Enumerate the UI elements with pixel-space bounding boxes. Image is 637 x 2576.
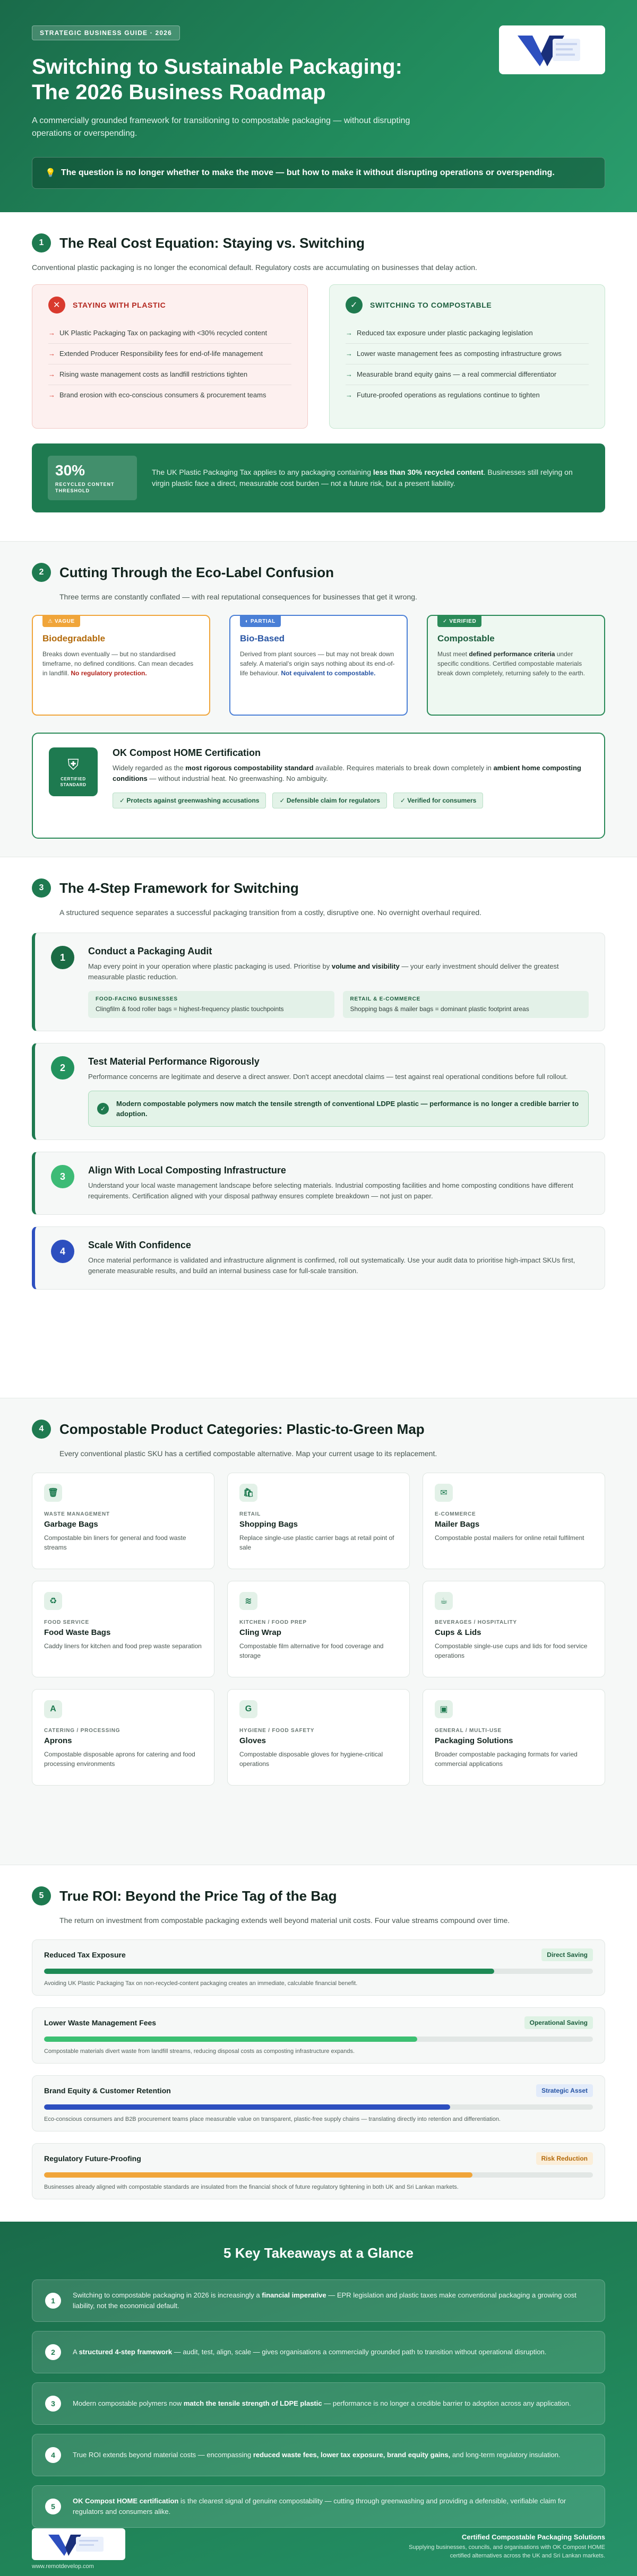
sub-card-label: FOOD-FACING BUSINESSES bbox=[96, 996, 178, 1002]
list-item: → Rising waste management costs as landfill restrictions tighten bbox=[48, 364, 291, 385]
category-desc: Compostable disposable aprons for catering and food processing environments bbox=[44, 1751, 195, 1768]
category-card-aprons[interactable] bbox=[32, 1689, 214, 1786]
partial-badge: ◐ PARTIAL bbox=[240, 616, 281, 627]
takeaways-title: 5 Key Takeaways at a Glance bbox=[223, 2245, 414, 2261]
page-subtitle: A commercially grounded framework for transitioning to compostable packaging — without disrupting operations or overspending. bbox=[32, 116, 410, 138]
benefit-chip: ✓ Verified for consumers bbox=[393, 793, 483, 808]
stat-value: 30% bbox=[55, 462, 85, 478]
takeaway-text: True ROI extends beyond material costs — encompassing reduced waste fees, lower tax exposure, brand equity gains, and long-term regulatory insulation. bbox=[73, 2451, 561, 2459]
takeaway-number: 4 bbox=[45, 2447, 61, 2463]
category-title: Garbage Bags bbox=[44, 1520, 98, 1529]
roi-card-regulatory bbox=[32, 2143, 605, 2199]
takeaway-text: Switching to compostable packaging in 2026 is increasingly a financial imperative — EPR legislation and plastic taxes make conventional packaging a growing cost liability, not the economical default. bbox=[73, 2291, 576, 2310]
arrow-icon: → bbox=[346, 329, 352, 337]
step-number: 4 bbox=[51, 1240, 74, 1263]
apron-icon: A bbox=[44, 1700, 62, 1718]
roi-tag: Strategic Asset bbox=[536, 2084, 593, 2097]
arrow-icon: → bbox=[346, 391, 352, 399]
section-product-categories bbox=[0, 1398, 637, 1865]
category-card-cups-lids[interactable] bbox=[423, 1581, 605, 1677]
roi-card-waste-fees bbox=[32, 2007, 605, 2064]
roi-card-brand-equity bbox=[32, 2075, 605, 2131]
roi-tag: Operational Saving bbox=[524, 2016, 593, 2029]
roi-desc: Avoiding UK Plastic Packaging Tax on non-recycled-content packaging creates an immediate, calculable financial benefit. bbox=[44, 1980, 358, 1987]
check-icon: ✓ bbox=[346, 297, 363, 314]
category-desc: Replace single-use plastic carrier bags at retail point of sale bbox=[239, 1534, 394, 1551]
arrow-icon: → bbox=[346, 370, 352, 378]
category-title: Packaging Solutions bbox=[435, 1736, 513, 1745]
footer-logo[interactable] bbox=[32, 2528, 125, 2570]
roi-desc: Compostable materials divert waste from landfill streams, reducing disposal costs as composting infrastructure expands. bbox=[44, 2048, 355, 2055]
step-title: Conduct a Packaging Audit bbox=[88, 946, 212, 956]
arrow-icon: → bbox=[48, 370, 55, 378]
recycle-icon: ♻ bbox=[44, 1592, 62, 1610]
step-desc: Understand your local waste management landscape before selecting materials. Industrial composting facilities and home composting conditions have different requirements. Certification aligned with your disposal pathway ensures complete breakdown — not just on paper. bbox=[88, 1181, 573, 1200]
tax-stat-band bbox=[32, 443, 605, 512]
footer-url[interactable]: www.remotdevelop.com bbox=[32, 2563, 94, 2570]
category-label: E-COMMERCE bbox=[435, 1511, 476, 1517]
callout-text: The question is no longer whether to make the move — but how to make it without disrupting operations or overspending. bbox=[61, 168, 555, 177]
category-desc: Compostable bin liners for general and food waste streams bbox=[44, 1534, 186, 1551]
category-title: Shopping Bags bbox=[239, 1520, 298, 1529]
step-card-audit bbox=[32, 933, 605, 1031]
step-number: 3 bbox=[51, 1165, 74, 1188]
label-card-compostable bbox=[427, 615, 605, 716]
category-card-shopping-bags[interactable] bbox=[227, 1473, 410, 1569]
section-title: The Real Cost Equation: Staying vs. Switching bbox=[59, 234, 365, 251]
sub-card-food bbox=[88, 991, 334, 1018]
list-item: → Extended Producer Responsibility fees for end-of-life management bbox=[48, 344, 291, 364]
category-desc: Caddy liners for kitchen and food prep waste separation bbox=[44, 1642, 202, 1650]
section-number: 5 bbox=[32, 1886, 51, 1905]
category-label: GENERAL / MULTI-USE bbox=[435, 1728, 502, 1734]
brand-logo[interactable] bbox=[499, 25, 605, 74]
section-key-takeaways bbox=[0, 2222, 637, 2576]
category-label: HYGIENE / FOOD SAFETY bbox=[239, 1728, 315, 1734]
vague-badge: ⚠ VAGUE bbox=[42, 616, 80, 627]
step-card-scale bbox=[32, 1226, 605, 1290]
section-intro: Every conventional plastic SKU has a certified compostable alternative. Map your current usage to its replacement. bbox=[59, 1449, 437, 1458]
step-title: Align With Local Composting Infrastructure bbox=[88, 1165, 286, 1176]
roi-bar-track bbox=[44, 2104, 593, 2110]
trash-icon: 🗑 bbox=[44, 1484, 62, 1502]
step-card-align bbox=[32, 1152, 605, 1215]
takeaway-text: OK Compost HOME certification is the clearest signal of genuine compostability — cutting through greenwashing and providing a defensible, verifiable claim for regulators and consumers alike. bbox=[73, 2497, 566, 2516]
takeaway-item bbox=[32, 2434, 605, 2476]
shopping-bag-icon: 🛍 bbox=[239, 1484, 257, 1502]
takeaway-text: Modern compostable polymers now match the tensile strength of LDPE plastic — performance is no longer a credible barrier to adoption across any application. bbox=[73, 2399, 571, 2407]
check-icon: ✓ bbox=[97, 1103, 109, 1115]
takeaway-item bbox=[32, 2279, 605, 2322]
footer-title: Certified Compostable Packaging Solutions bbox=[461, 2533, 605, 2541]
category-label: KITCHEN / FOOD PREP bbox=[239, 1620, 307, 1625]
section-title: The 4-Step Framework for Switching bbox=[59, 880, 299, 896]
section-eco-labels bbox=[0, 541, 637, 857]
category-label: RETAIL bbox=[239, 1511, 261, 1517]
sub-card-retail bbox=[343, 991, 589, 1018]
certification-box bbox=[32, 733, 605, 839]
roi-bar-fill bbox=[44, 2037, 417, 2042]
list-item: → UK Plastic Packaging Tax on packaging with <30% recycled content bbox=[48, 323, 291, 344]
takeaway-text: A structured 4-step framework — audit, test, align, scale — gives organisations a commercially grounded path to transition without operational disruption. bbox=[73, 2348, 547, 2356]
roi-tag: Risk Reduction bbox=[536, 2152, 593, 2165]
category-title: Cups & Lids bbox=[435, 1628, 481, 1637]
badge-label: CERTIFIED STANDARD bbox=[60, 776, 87, 787]
category-desc: Broader compostable packaging formats for varied commercial applications bbox=[435, 1751, 578, 1768]
logo-mark-icon bbox=[44, 2531, 113, 2557]
box-icon: ▣ bbox=[435, 1700, 453, 1718]
page-title: Switching to Sustainable Packaging: The 2026 Business Roadmap bbox=[32, 55, 402, 104]
roi-desc: Eco-conscious consumers and B2B procurement teams place measurable value on transparent, plastic-free supply chains — translating directly into retention and differentiation. bbox=[44, 2116, 501, 2122]
section-intro: Conventional plastic packaging is no longer the economical default. Regulatory costs are accumulating on businesses that delay action. bbox=[32, 263, 477, 272]
category-desc: Compostable postal mailers for online retail fulfilment bbox=[435, 1534, 584, 1542]
section-title: Cutting Through the Eco-Label Confusion bbox=[59, 564, 334, 580]
roi-desc: Businesses already aligned with compostable standards are insulated from the financial shock of future regulatory tightening in both UK and Sri Lankan markets. bbox=[44, 2184, 459, 2190]
roi-tag: Direct Saving bbox=[541, 1948, 593, 1961]
takeaway-number: 3 bbox=[45, 2396, 61, 2412]
section-number: 3 bbox=[32, 878, 51, 898]
step-card-test bbox=[32, 1043, 605, 1140]
step-desc: Map every point in your operation where plastic packaging is used. Prioritise by volume and visibility — your early investment should deliver the greatest measurable plastic reduction. bbox=[88, 962, 559, 981]
category-title: Cling Wrap bbox=[239, 1628, 281, 1637]
category-title: Gloves bbox=[239, 1736, 266, 1745]
film-roll-icon: ≋ bbox=[239, 1592, 257, 1610]
section-title: True ROI: Beyond the Price Tag of the Bag bbox=[59, 1887, 337, 1904]
sub-card-label: RETAIL & E-COMMERCE bbox=[350, 996, 421, 1002]
category-label: BEVERAGES / HOSPITALITY bbox=[435, 1620, 517, 1625]
label-title: Biodegradable bbox=[42, 633, 106, 643]
section-intro: A structured sequence separates a successful packaging transition from a costly, disruptive one. No overnight overhaul required. bbox=[59, 908, 482, 917]
section-intro: Three terms are constantly conflated — with real reputational consequences for businesses that get it wrong. bbox=[59, 593, 417, 601]
section-cost-equation bbox=[0, 212, 637, 541]
category-desc: Compostable disposable gloves for hygiene-critical operations bbox=[239, 1751, 383, 1768]
label-desc: Derived from plant sources — but may not break down safely. A material's origin says nothing about its end-of-life behaviour. Not equivalent to compostable. bbox=[240, 650, 395, 677]
hero-callout bbox=[32, 157, 605, 189]
section-title: Compostable Product Categories: Plastic-to-Green Map bbox=[59, 1421, 425, 1437]
switching-card bbox=[329, 284, 605, 429]
benefit-chip: ✓ Defensible claim for regulators bbox=[272, 793, 386, 808]
section-4-step-framework bbox=[0, 857, 637, 1398]
logo-mark-icon bbox=[512, 31, 592, 68]
category-card-garbage-bags[interactable] bbox=[32, 1473, 214, 1569]
roi-title: Reduced Tax Exposure bbox=[44, 1951, 126, 1959]
list-item: → Reduced tax exposure under plastic packaging legislation bbox=[346, 323, 589, 344]
roi-title: Lower Waste Management Fees bbox=[44, 2018, 157, 2027]
card-heading: SWITCHING TO COMPOSTABLE bbox=[370, 301, 492, 309]
guide-badge: STRATEGIC BUSINESS GUIDE · 2026 bbox=[32, 25, 180, 40]
label-desc: Breaks down eventually — but no standardised timeframe, no defined conditions. Can mean decades in landfill. No regulatory protection. bbox=[42, 650, 194, 677]
cup-icon: ☕ bbox=[435, 1592, 453, 1610]
category-desc: Compostable film alternative for food coverage and storage bbox=[239, 1642, 384, 1659]
category-label: WASTE MANAGEMENT bbox=[44, 1511, 110, 1517]
step-number: 2 bbox=[51, 1056, 74, 1080]
close-icon: ✕ bbox=[48, 297, 65, 314]
step-title: Test Material Performance Rigorously bbox=[88, 1056, 260, 1067]
roi-bar-fill bbox=[44, 2172, 472, 2178]
cert-title: OK Compost HOME Certification bbox=[113, 747, 261, 758]
category-card-cling-wrap[interactable] bbox=[227, 1581, 410, 1677]
list-item: → Brand erosion with eco-conscious consumers & procurement teams bbox=[48, 391, 266, 399]
section-true-roi bbox=[0, 1865, 637, 2222]
performance-note bbox=[88, 1091, 589, 1127]
roi-card-tax bbox=[32, 1939, 605, 1996]
label-title: Bio-Based bbox=[240, 633, 285, 643]
footer-desc: Supplying businesses, councils, and organisations with OK Compost HOME certified alternatives across the UK and Sri Lankan markets. bbox=[409, 2544, 605, 2559]
section-number: 4 bbox=[32, 1420, 51, 1439]
arrow-icon: → bbox=[346, 350, 352, 358]
envelope-icon: ✉ bbox=[435, 1484, 453, 1502]
roi-title: Brand Equity & Customer Retention bbox=[44, 2086, 171, 2095]
roi-bar-track bbox=[44, 2037, 593, 2042]
label-card-bio-based bbox=[229, 615, 408, 716]
category-title: Food Waste Bags bbox=[44, 1628, 111, 1637]
category-label: FOOD SERVICE bbox=[44, 1620, 89, 1625]
category-desc: Compostable single-use cups and lids for food service operations bbox=[435, 1642, 588, 1659]
category-card-gloves[interactable] bbox=[227, 1689, 410, 1786]
label-card-biodegradable bbox=[32, 615, 210, 716]
cert-desc: Widely regarded as the most rigorous compostability standard available. Requires materials to break down completely in ambient home composting conditions — without industrial heat. No greenwashing. No ambiguity. bbox=[113, 764, 581, 782]
step-title: Scale With Confidence bbox=[88, 1240, 191, 1250]
list-item: → Future-proofed operations as regulations continue to tighten bbox=[346, 391, 540, 399]
section-intro: The return on investment from compostable packaging extends well beyond material unit costs. Four value streams compound over time. bbox=[59, 1916, 510, 1925]
takeaway-number: 5 bbox=[45, 2499, 61, 2514]
section-number: 1 bbox=[32, 233, 51, 253]
stat-box bbox=[48, 456, 137, 500]
arrow-icon: → bbox=[48, 350, 55, 358]
category-card-food-waste-bags[interactable] bbox=[32, 1581, 214, 1677]
takeaway-item bbox=[32, 2331, 605, 2373]
label-title: Compostable bbox=[437, 633, 495, 643]
category-title: Aprons bbox=[44, 1736, 72, 1745]
lightbulb-icon: 💡 bbox=[45, 169, 56, 178]
roi-bar-track bbox=[44, 2172, 593, 2178]
list-item: → Measurable brand equity gains — a real commercial differentiator bbox=[346, 364, 589, 385]
stat-text: The UK Plastic Packaging Tax applies to any packaging containing less than 30% recycled content. Businesses still relying on virgin plastic face a direct, measurable cost burden — not a future risk, but a present liability. bbox=[152, 468, 573, 488]
shield-icon: ⛨ bbox=[67, 756, 79, 773]
note-text: Modern compostable polymers now match the tensile strength of conventional LDPE plastic — performance is no longer a credible barrier to adoption. bbox=[116, 1100, 579, 1118]
step-desc: Once material performance is validated and infrastructure alignment is confirmed, roll out systematically. Use your audit data to prioritise high-impact SKUs first, generate measurable results, and build an internal business case for full-scale transition. bbox=[88, 1256, 575, 1275]
arrow-icon: → bbox=[48, 391, 55, 399]
benefit-chip: ✓ Protects against greenwashing accusations bbox=[113, 793, 266, 808]
takeaway-number: 2 bbox=[45, 2344, 61, 2360]
takeaway-number: 1 bbox=[45, 2293, 61, 2309]
category-card-mailer-bags[interactable] bbox=[423, 1473, 605, 1569]
arrow-icon: → bbox=[48, 329, 55, 337]
stat-label: RECYCLED CONTENT THRESHOLD bbox=[55, 482, 115, 493]
list-item: → Lower waste management fees as composting infrastructure grows bbox=[346, 344, 589, 364]
takeaway-item bbox=[32, 2485, 605, 2528]
label-desc: Must meet defined performance criteria under specific conditions. Certified compostable materials break down completely, returning safely to the earth. bbox=[437, 650, 585, 677]
step-desc: Performance concerns are legitimate and deserve a direct answer. Don't accept anecdotal claims — test against real operational conditions before full rollout. bbox=[88, 1073, 568, 1081]
category-title: Mailer Bags bbox=[435, 1520, 480, 1529]
hero-header bbox=[0, 0, 637, 212]
certified-standard-badge bbox=[49, 747, 98, 796]
step-number: 1 bbox=[51, 946, 74, 969]
roi-bar-fill bbox=[44, 1969, 494, 1974]
roi-bar-fill bbox=[44, 2104, 450, 2110]
card-heading: STAYING WITH PLASTIC bbox=[73, 301, 166, 309]
roi-bar-track bbox=[44, 1969, 593, 1974]
verified-badge: ✓ VERIFIED bbox=[437, 616, 481, 627]
section-number: 2 bbox=[32, 563, 51, 582]
category-card-packaging-solutions[interactable] bbox=[423, 1689, 605, 1786]
category-label: CATERING / PROCESSING bbox=[44, 1728, 120, 1734]
takeaway-item bbox=[32, 2382, 605, 2425]
glove-icon: G bbox=[239, 1700, 257, 1718]
roi-title: Regulatory Future-Proofing bbox=[44, 2154, 141, 2163]
sub-card-text: Shopping bags & mailer bags = dominant plastic footprint areas bbox=[350, 1005, 529, 1013]
staying-with-plastic-card bbox=[32, 284, 308, 429]
footer bbox=[32, 2528, 605, 2570]
sub-card-text: Clingfilm & food roller bags = highest-frequency plastic touchpoints bbox=[96, 1005, 284, 1013]
